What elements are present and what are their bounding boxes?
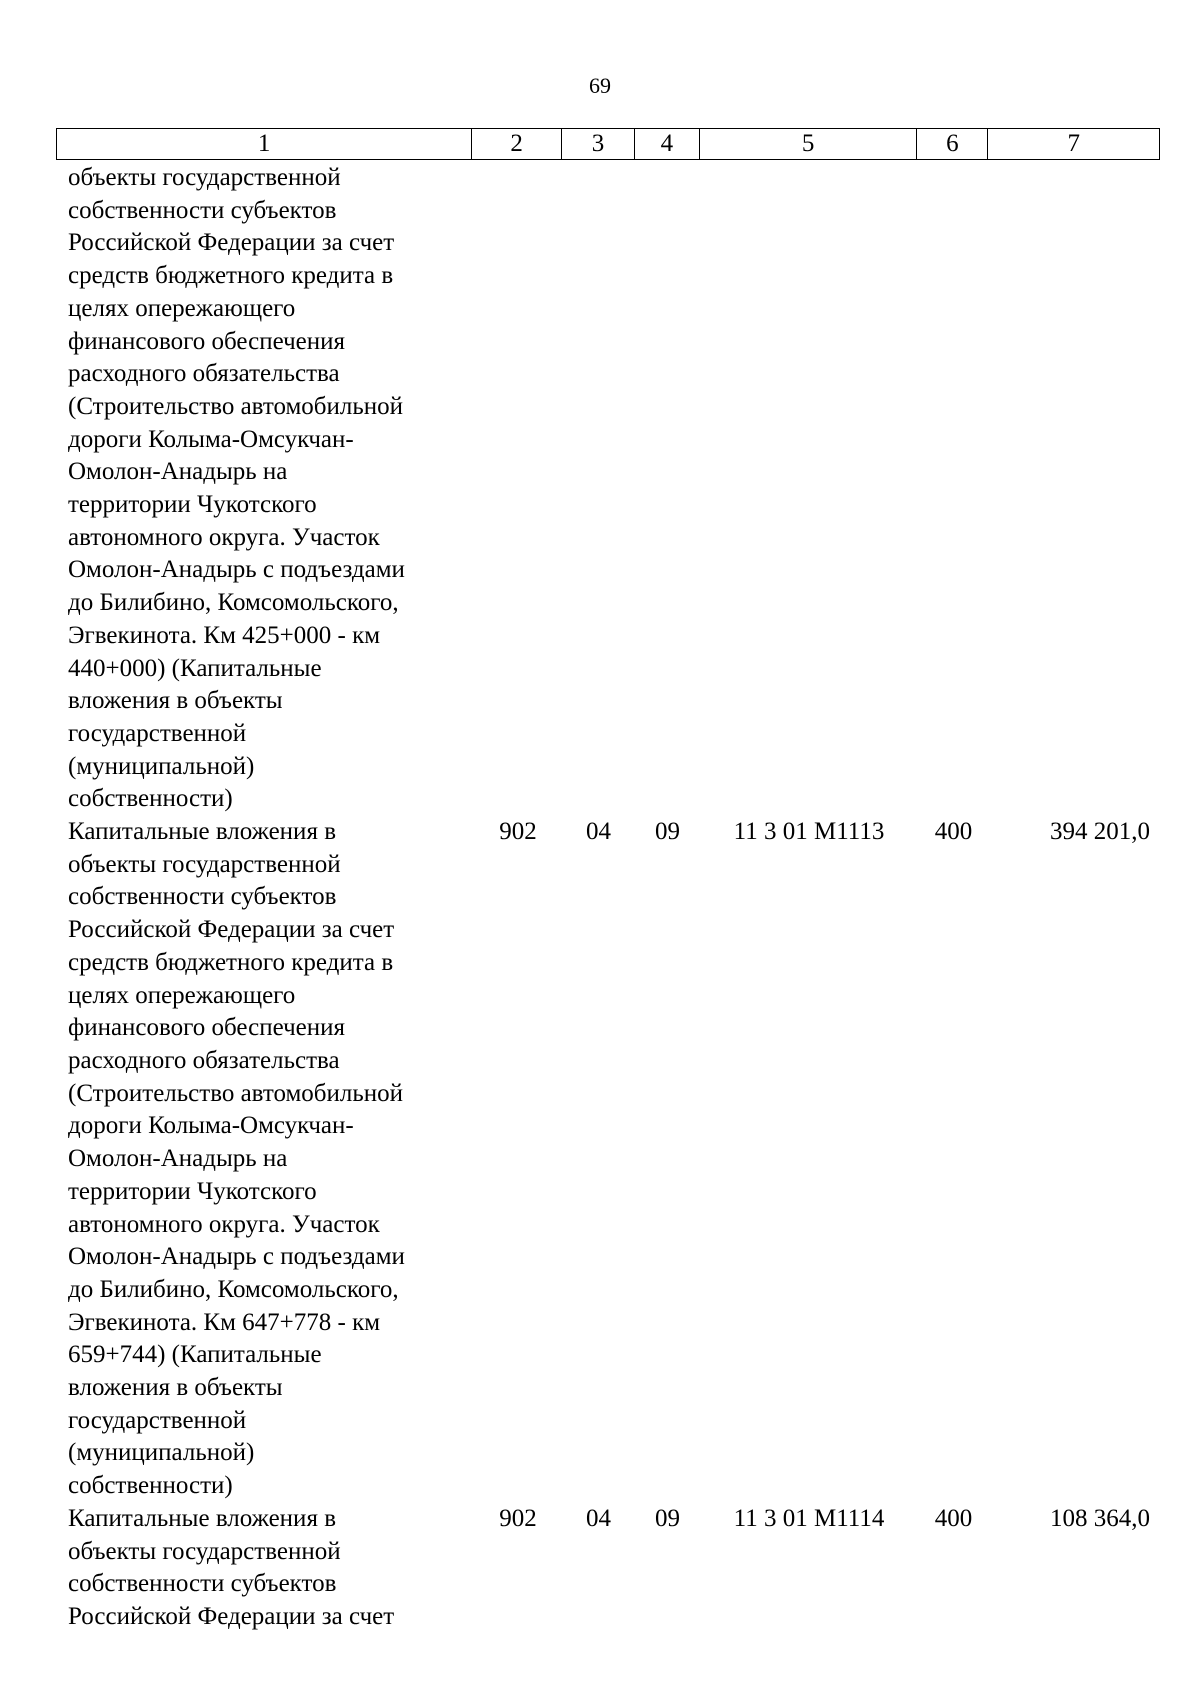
row-expense-type: 400 <box>934 818 973 846</box>
row-amount: 108 364,0 <box>1050 1504 1150 1532</box>
header-cell-2: 2 <box>472 129 562 159</box>
row-description: Капитальные вложения в объекты государственной собственности субъектов Российской Федерации за счет <box>68 1504 395 1630</box>
row-target-article: 11 3 01 М1114 <box>733 1504 885 1532</box>
table-header <box>56 128 1160 160</box>
table-row <box>68 1503 1160 1634</box>
row-ministry-code: 902 <box>499 818 537 846</box>
table-row <box>68 816 1160 1503</box>
header-cell-7: 7 <box>1067 130 1080 157</box>
header-cell-1: 1 <box>57 129 472 159</box>
row-subsection-code: 09 <box>655 818 680 846</box>
row-ministry-code: 902 <box>499 1504 537 1532</box>
header-cell-5: 5 <box>700 129 918 159</box>
row-target-article: 11 3 01 М1113 <box>733 818 885 846</box>
row-amount: 394 201,0 <box>1050 818 1150 846</box>
header-cell-3: 3 <box>562 129 635 159</box>
page-number: 69 <box>589 73 611 98</box>
row-expense-type: 400 <box>934 1504 973 1532</box>
header-cell-6: 6 <box>917 129 988 159</box>
row-description: объекты государственной собственности субъектов Российской Федерации за счет средств бюджетного кредита в целях опережающего финансового обеспечения расходного обязательства (Строительство автомобильной дороги Колыма-Омсукчан- Омолон-Анадырь на территории Чукотского автономного округа. Участок Омолон-Анадырь с подъездами до Билибино, Комсомольского, Эгвекинота. Км 425+000 - км 440+000) (Капитальные вложения в объекты государственной (муниципальной) собственности) <box>68 164 405 813</box>
row-section-code: 04 <box>586 818 611 846</box>
row-section-code: 04 <box>586 1504 611 1532</box>
header-cell-4: 4 <box>635 129 700 159</box>
table-row <box>68 162 1160 816</box>
table-body <box>68 162 1160 1634</box>
row-subsection-code: 09 <box>655 1504 680 1532</box>
row-description: Капитальные вложения в объекты государственной собственности субъектов Российской Федерации за счет средств бюджетного кредита в целях опережающего финансового обеспечения расходного обязательства (Строительство автомобильной дороги Колыма-Омсукчан- Омолон-Анадырь на территории Чукотского автономного округа. Участок Омолон-Анадырь с подъездами до Билибино, Комсомольского, Эгвекинота. Км 647+778 - км 659+744) (Капитальные вложения в объекты государственной (муниципальной) собственности) <box>68 818 405 1500</box>
